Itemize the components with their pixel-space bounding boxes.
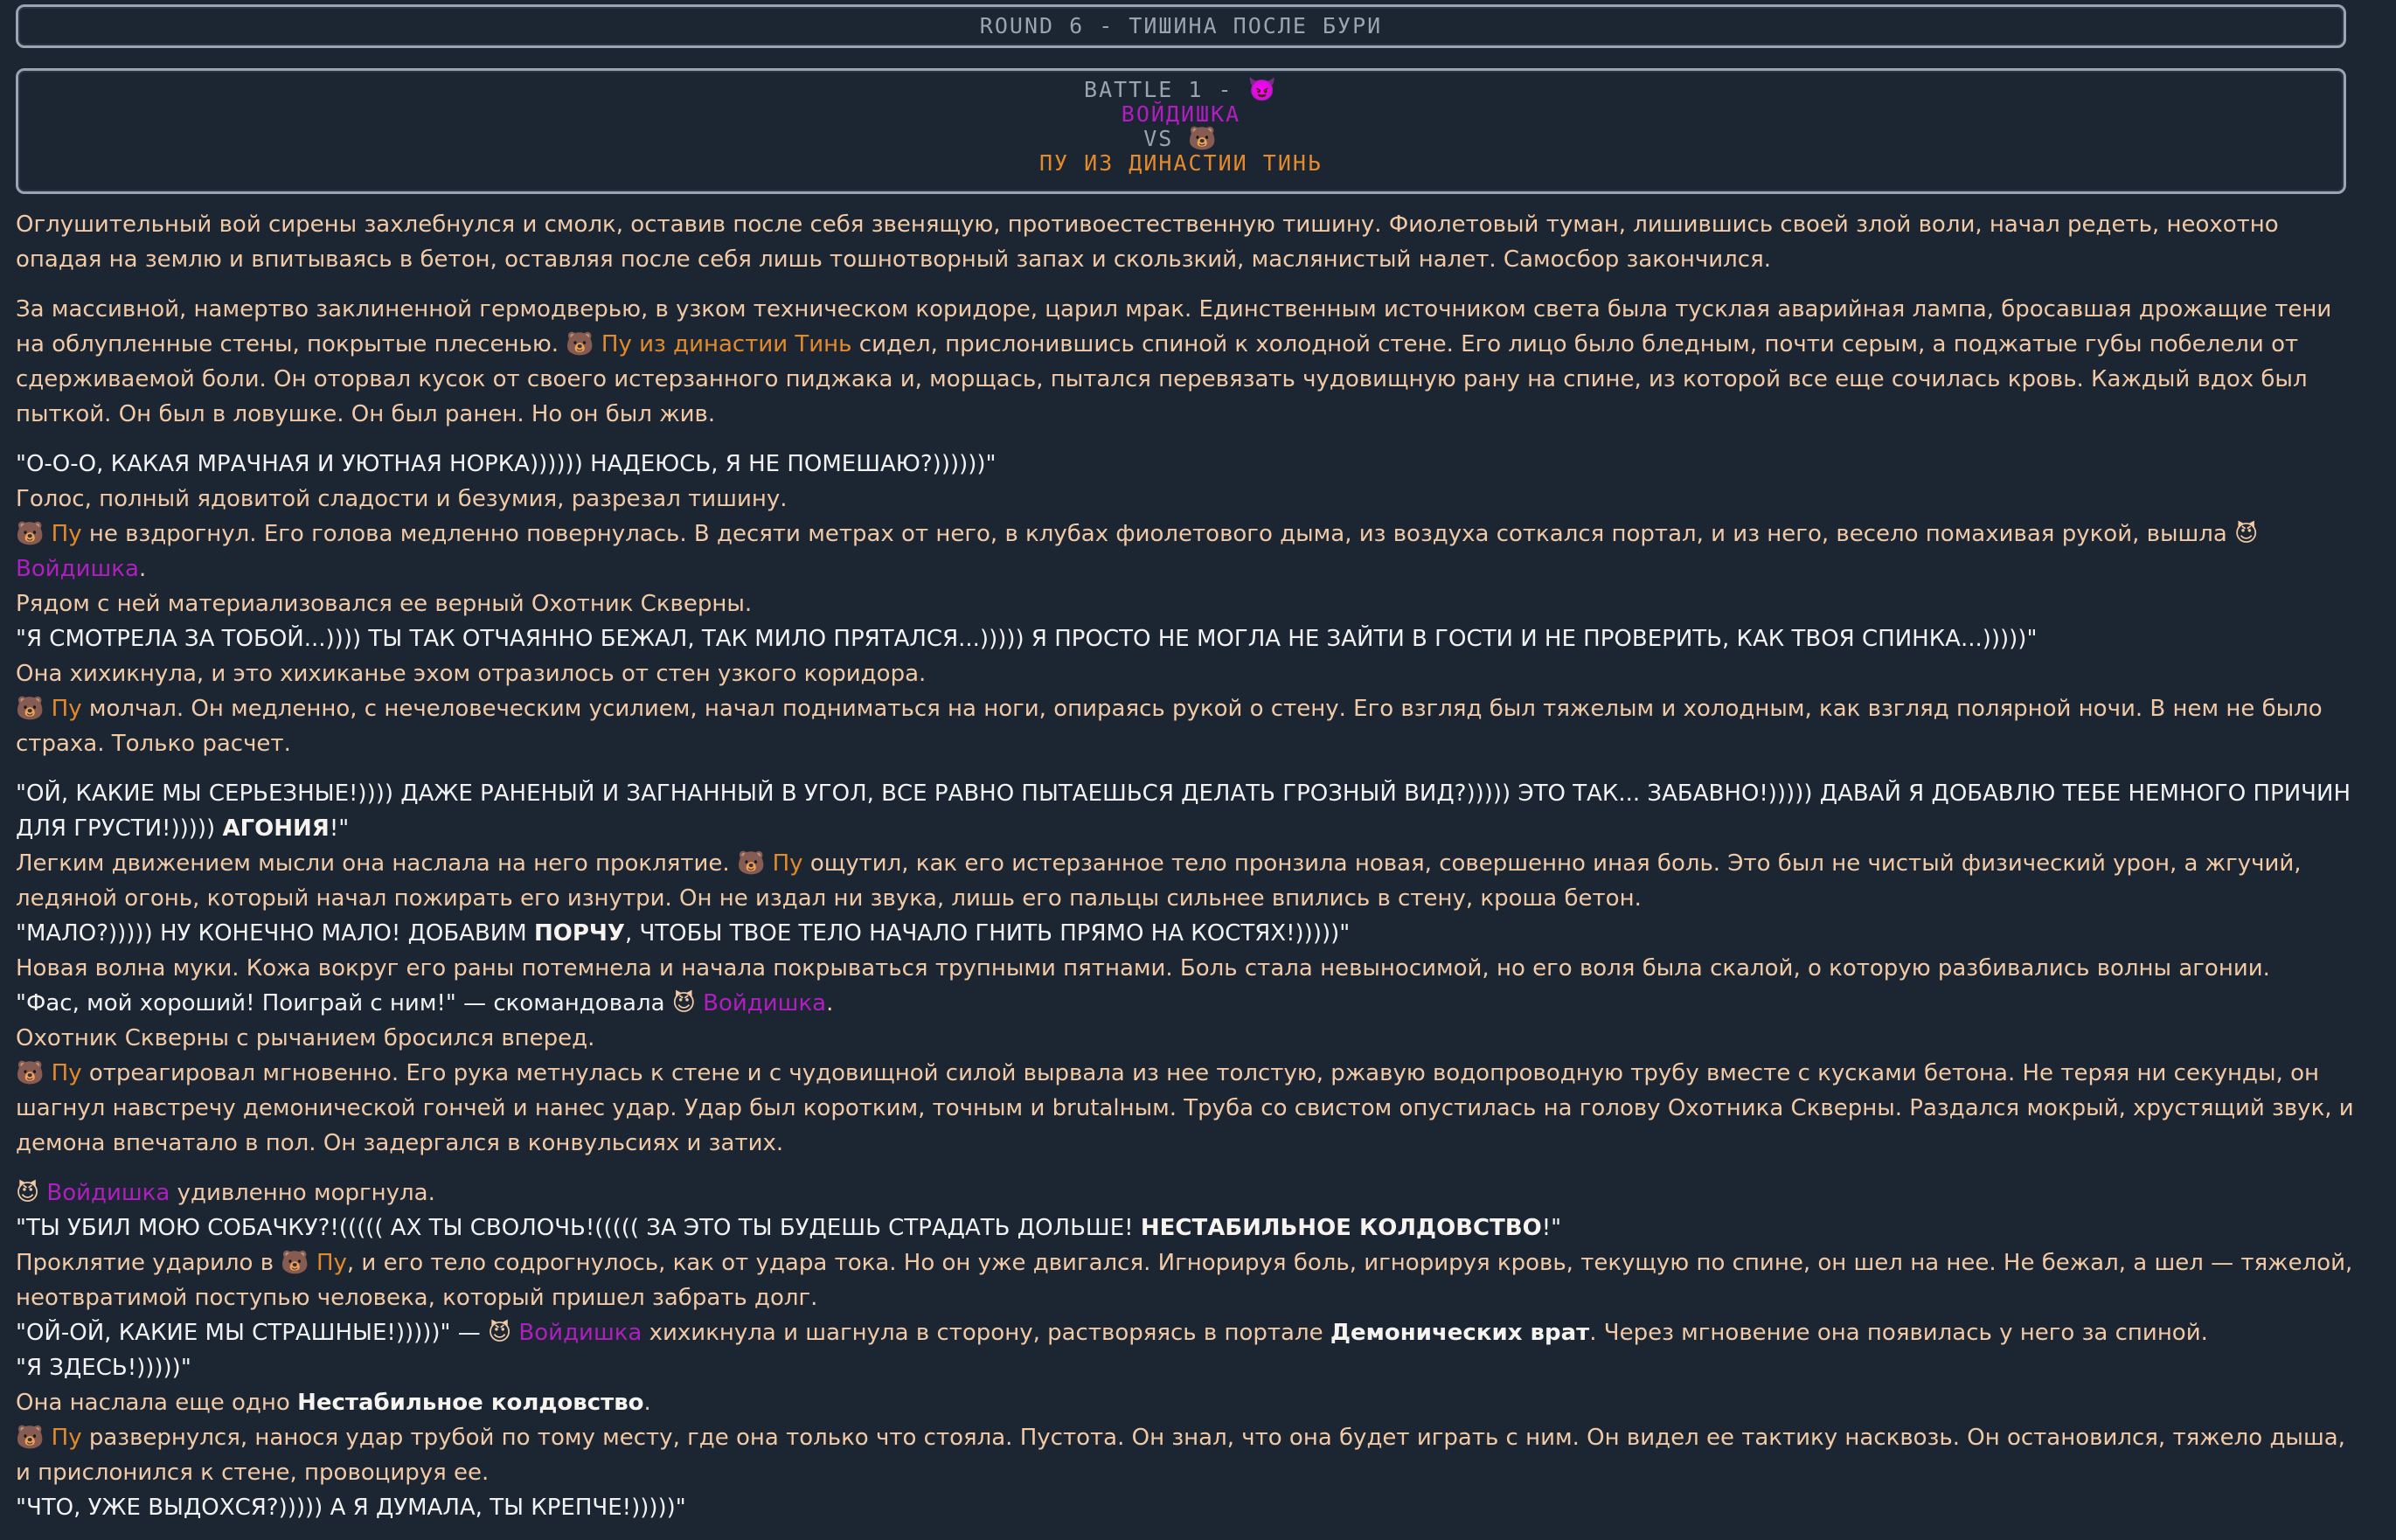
- narration: Проклятие ударило в: [16, 1250, 274, 1276]
- narration: .: [138, 556, 147, 582]
- narration: сидел, прислонившись спиной к холодной стене. Его лицо было бледным, почти серым, а поджатые губы побелели от сдерживаемой боли. Он оторвал кусок от своего истерзанного пиджака и, морщась, пытался перевязать чудовищную рану на спине, из которой все еще сочилась кровь. Каждый вдох был пыткой. Он был в ловушке. Он был ранен. Но он был жив.: [16, 331, 2308, 427]
- speech-line: "Я ЗДЕСЬ!)))))": [16, 1355, 191, 1381]
- narration: . Через мгновение она появилась у него за спиной.: [1589, 1320, 2208, 1346]
- story-paragraph: [16, 447, 2367, 761]
- character-name-pu: Пу: [316, 1250, 347, 1276]
- devil-emoji-icon: 😈: [488, 1320, 512, 1346]
- narration: Охотник Скверны с рычанием бросился вперед.: [16, 1025, 595, 1051]
- character-name-void: Войдишка: [518, 1320, 642, 1346]
- bear-emoji-icon: 🐻: [16, 1425, 45, 1451]
- story-paragraph: [16, 776, 2367, 1161]
- speech: "ОЙ-ОЙ, КАКИЕ МЫ СТРАШНЫЕ!)))))" —: [16, 1320, 481, 1346]
- round-header: [16, 4, 2346, 48]
- narration: Она наслала еще одно: [16, 1390, 290, 1416]
- narration: .: [643, 1390, 651, 1416]
- character-name-void: Войдишка: [16, 556, 139, 582]
- speech: "ОЙ, КАКИЕ МЫ СЕРЬЕЗНЫЕ!)))) ДАЖЕ РАНЕНЫЙ И ЗАГНАННЫЙ В УГОЛ, ВСЕ РАВНО ПЫТАЕШЬСЯ ДЕЛАТЬ ГРОЗНЫЙ ВИД?))))) ЭТО ТАК... ЗАБАВНО!))))) ДАВАЙ Я ДОБАВЛЮ ТЕБЕ НЕМНОГО ПРИЧИН ДЛЯ ГРУСТИ!))))): [16, 780, 2351, 842]
- narration: Голос, полный ядовитой сладости и безумия, разрезал тишину.: [16, 486, 788, 512]
- speech: !": [1541, 1215, 1562, 1241]
- character-name-pu: Пу: [51, 696, 82, 722]
- devil-emoji-icon: 😈: [1247, 77, 1278, 103]
- narration-line: [16, 1385, 2367, 1420]
- spell-name: Демонических врат: [1330, 1320, 1590, 1346]
- devil-emoji-icon: 😈: [16, 1180, 40, 1206]
- fighter2-name: ПУ ИЗ ДИНАСТИИ ТИНЬ: [1039, 150, 1323, 176]
- round-title: ROUND 6 - ТИШИНА ПОСЛЕ БУРИ: [979, 13, 1383, 38]
- bear-emoji-icon: 🐻: [281, 1250, 309, 1276]
- speech-line: [16, 1210, 2367, 1245]
- narration: Она хихикнула, и это хихиканье эхом отразилось от стен узкого коридора.: [16, 661, 927, 687]
- narration-line: [16, 1420, 2367, 1490]
- character-name-pu: Пу из династии Тинь: [601, 331, 852, 357]
- bear-emoji-icon: 🐻: [16, 1060, 45, 1086]
- character-name-pu: Пу: [772, 850, 803, 877]
- speech-line: [16, 776, 2367, 846]
- narration: развернулся, нанося удар трубой по тому месту, где она только что стояла. Пустота. Он знал, что она будет играть с ним. Он видел ее тактику насквозь. Он остановился, тяжело дыша, и прислонился к стене, провоцируя ее.: [16, 1425, 2345, 1486]
- narration-line: [16, 1176, 2367, 1210]
- speech-line: "Я СМОТРЕЛА ЗА ТОБОЙ...)))) ТЫ ТАК ОТЧАЯННО БЕЖАЛ, ТАК МИЛО ПРЯТАЛСЯ...))))) Я ПРОСТО НЕ МОГЛА НЕ ЗАЙТИ В ГОСТИ И НЕ ПРОВЕРИТЬ, КАК ТВОЯ СПИНКА...)))))": [16, 626, 2038, 652]
- vs-label: VS: [1143, 126, 1174, 151]
- speech: !": [329, 815, 350, 842]
- battle-label: BATTLE 1 -: [1084, 77, 1233, 102]
- speech-line: "О-О-О, КАКАЯ МРАЧНАЯ И УЮТНАЯ НОРКА)))))) НАДЕЮСЬ, Я НЕ ПОМЕШАЮ?))))))": [16, 451, 997, 477]
- narration-line: [16, 846, 2367, 916]
- bear-emoji-icon: 🐻: [566, 331, 594, 357]
- narration: не вздрогнул. Его голова медленно повернулась. В десяти метрах от него, в клубах фиолетового дыма, из воздуха соткался портал, и из него, весело помахивая рукой, вышла: [88, 521, 2227, 547]
- character-name-pu: Пу: [51, 1060, 82, 1086]
- speech: "ТЫ УБИЛ МОЮ СОБАЧКУ?!((((( АХ ТЫ СВОЛОЧЬ!((((( ЗА ЭТО ТЫ БУДЕШЬ СТРАДАТЬ ДОЛЬШЕ!: [16, 1215, 1134, 1241]
- spell-name: Нестабильное колдовство: [297, 1390, 644, 1416]
- story-paragraph: [16, 1176, 2367, 1525]
- narration: За массивной, намертво заклиненной гермодверью, в узком техническом коридоре, царил мрак. Единственным источником света была тусклая аварийная лампа, бросавшая дрожащие тени на облупленные стены, покрытые плесенью.: [16, 296, 2332, 357]
- spell-name: НЕСТАБИЛЬНОЕ КОЛДОВСТВО: [1140, 1215, 1542, 1241]
- narration: хихикнула и шагнула в сторону, растворяясь в портале: [649, 1320, 1323, 1346]
- fighter1-name: ВОЙДИШКА: [1121, 101, 1241, 127]
- narration-line: [16, 1056, 2367, 1161]
- speech-line: [16, 916, 2367, 951]
- narration: Новая волна муки. Кожа вокруг его раны потемнела и начала покрываться трупными пятнами. Боль стала невыносимой, но его воля была скалой, о которую разбивались волны агонии.: [16, 955, 2270, 982]
- narration-line: [16, 986, 2367, 1021]
- narration: Рядом с ней материализовался ее верный Охотник Скверны.: [16, 591, 753, 617]
- story-paragraph: [16, 207, 2367, 277]
- narration-line: [16, 1315, 2367, 1350]
- bear-emoji-icon: 🐻: [16, 521, 45, 547]
- narration-line: [16, 691, 2367, 761]
- devil-emoji-icon: 😈: [2234, 521, 2259, 547]
- speech: "Фас, мой хороший! Поиграй с ним!" — скомандовала: [16, 990, 665, 1016]
- narration-line: [16, 517, 2367, 586]
- character-name-pu: Пу: [51, 1425, 82, 1451]
- narration: , и его тело содрогнулось, как от удара тока. Но он уже двигался. Игнорируя боль, игнорируя кровь, текущую по спине, он шел на нее. Не бежал, а шел — тяжелой, неотвратимой поступью человека, который пришел забрать долг.: [16, 1250, 2353, 1311]
- devil-emoji-icon: 😈: [671, 990, 696, 1016]
- narration: .: [826, 990, 834, 1016]
- character-name-void: Войдишка: [46, 1180, 170, 1206]
- narration: удивленно моргнула.: [177, 1180, 435, 1206]
- narration: ощутил, как его истерзанное тело пронзила новая, совершенно иная боль. Это был не чистый физический урон, а жгучий, ледяной огонь, который начал пожирать его изнутри. Он не издал ни звука, лишь его пальцы сильнее впились в стену, кроша бетон.: [16, 850, 2302, 912]
- character-name-void: Войдишка: [703, 990, 827, 1016]
- battle-header: [16, 68, 2346, 194]
- vs-line: [18, 127, 2344, 151]
- narration: Оглушительный вой сирены захлебнулся и смолк, оставив после себя звенящую, противоестественную тишину. Фиолетовый туман, лишившись своей злой воли, начал редеть, неохотно опадая на землю и впитываясь в бетон, оставляя после себя лишь тошнотворный запах и скользкий, маслянистый налет. Самосбор закончился.: [16, 212, 2279, 273]
- battle-label-line: [18, 78, 2344, 102]
- speech: "МАЛО?))))) НУ КОНЕЧНО МАЛО! ДОБАВИМ: [16, 920, 527, 947]
- story-text: [16, 207, 2367, 1540]
- character-name-pu: Пу: [51, 521, 82, 547]
- spell-name: АГОНИЯ: [222, 815, 330, 842]
- narration: молчал. Он медленно, с нечеловеческим усилием, начал подниматься на ноги, опираясь рукой о стену. Его взгляд был тяжелым и холодным, как взгляд полярной ночи. В нем не было страха. Только расчет.: [16, 696, 2323, 757]
- speech-line: "ЧТО, УЖЕ ВЫДОХСЯ?))))) А Я ДУМАЛА, ТЫ КРЕПЧЕ!)))))": [16, 1495, 686, 1521]
- narration: Легким движением мысли она наслала на него проклятие.: [16, 850, 730, 877]
- bear-emoji-icon: 🐻: [1188, 126, 1219, 152]
- speech: , ЧТОБЫ ТВОЕ ТЕЛО НАЧАЛО ГНИТЬ ПРЯМО НА КОСТЯХ!)))))": [624, 920, 1351, 947]
- bear-emoji-icon: 🐻: [736, 850, 766, 877]
- narration: отреагировал мгновенно. Его рука метнулась к стене и с чудовищной силой вырвала из нее толстую, ржавую водопроводную трубу вместе с кусками бетона. Не теряя ни секунды, он шагнул навстречу демонической гончей и нанес удар. Удар был коротким, точным и brutalным. Труба со свистом опустилась на голову Охотника Скверны. Раздался мокрый, хрустящий звук, и демона впечатало в пол. Он задергался в конвульсиях и затих.: [16, 1060, 2354, 1156]
- spell-name: ПОРЧУ: [533, 920, 625, 947]
- bear-emoji-icon: 🐻: [16, 696, 45, 722]
- narration-line: [16, 1245, 2367, 1315]
- story-paragraph: [16, 292, 2367, 432]
